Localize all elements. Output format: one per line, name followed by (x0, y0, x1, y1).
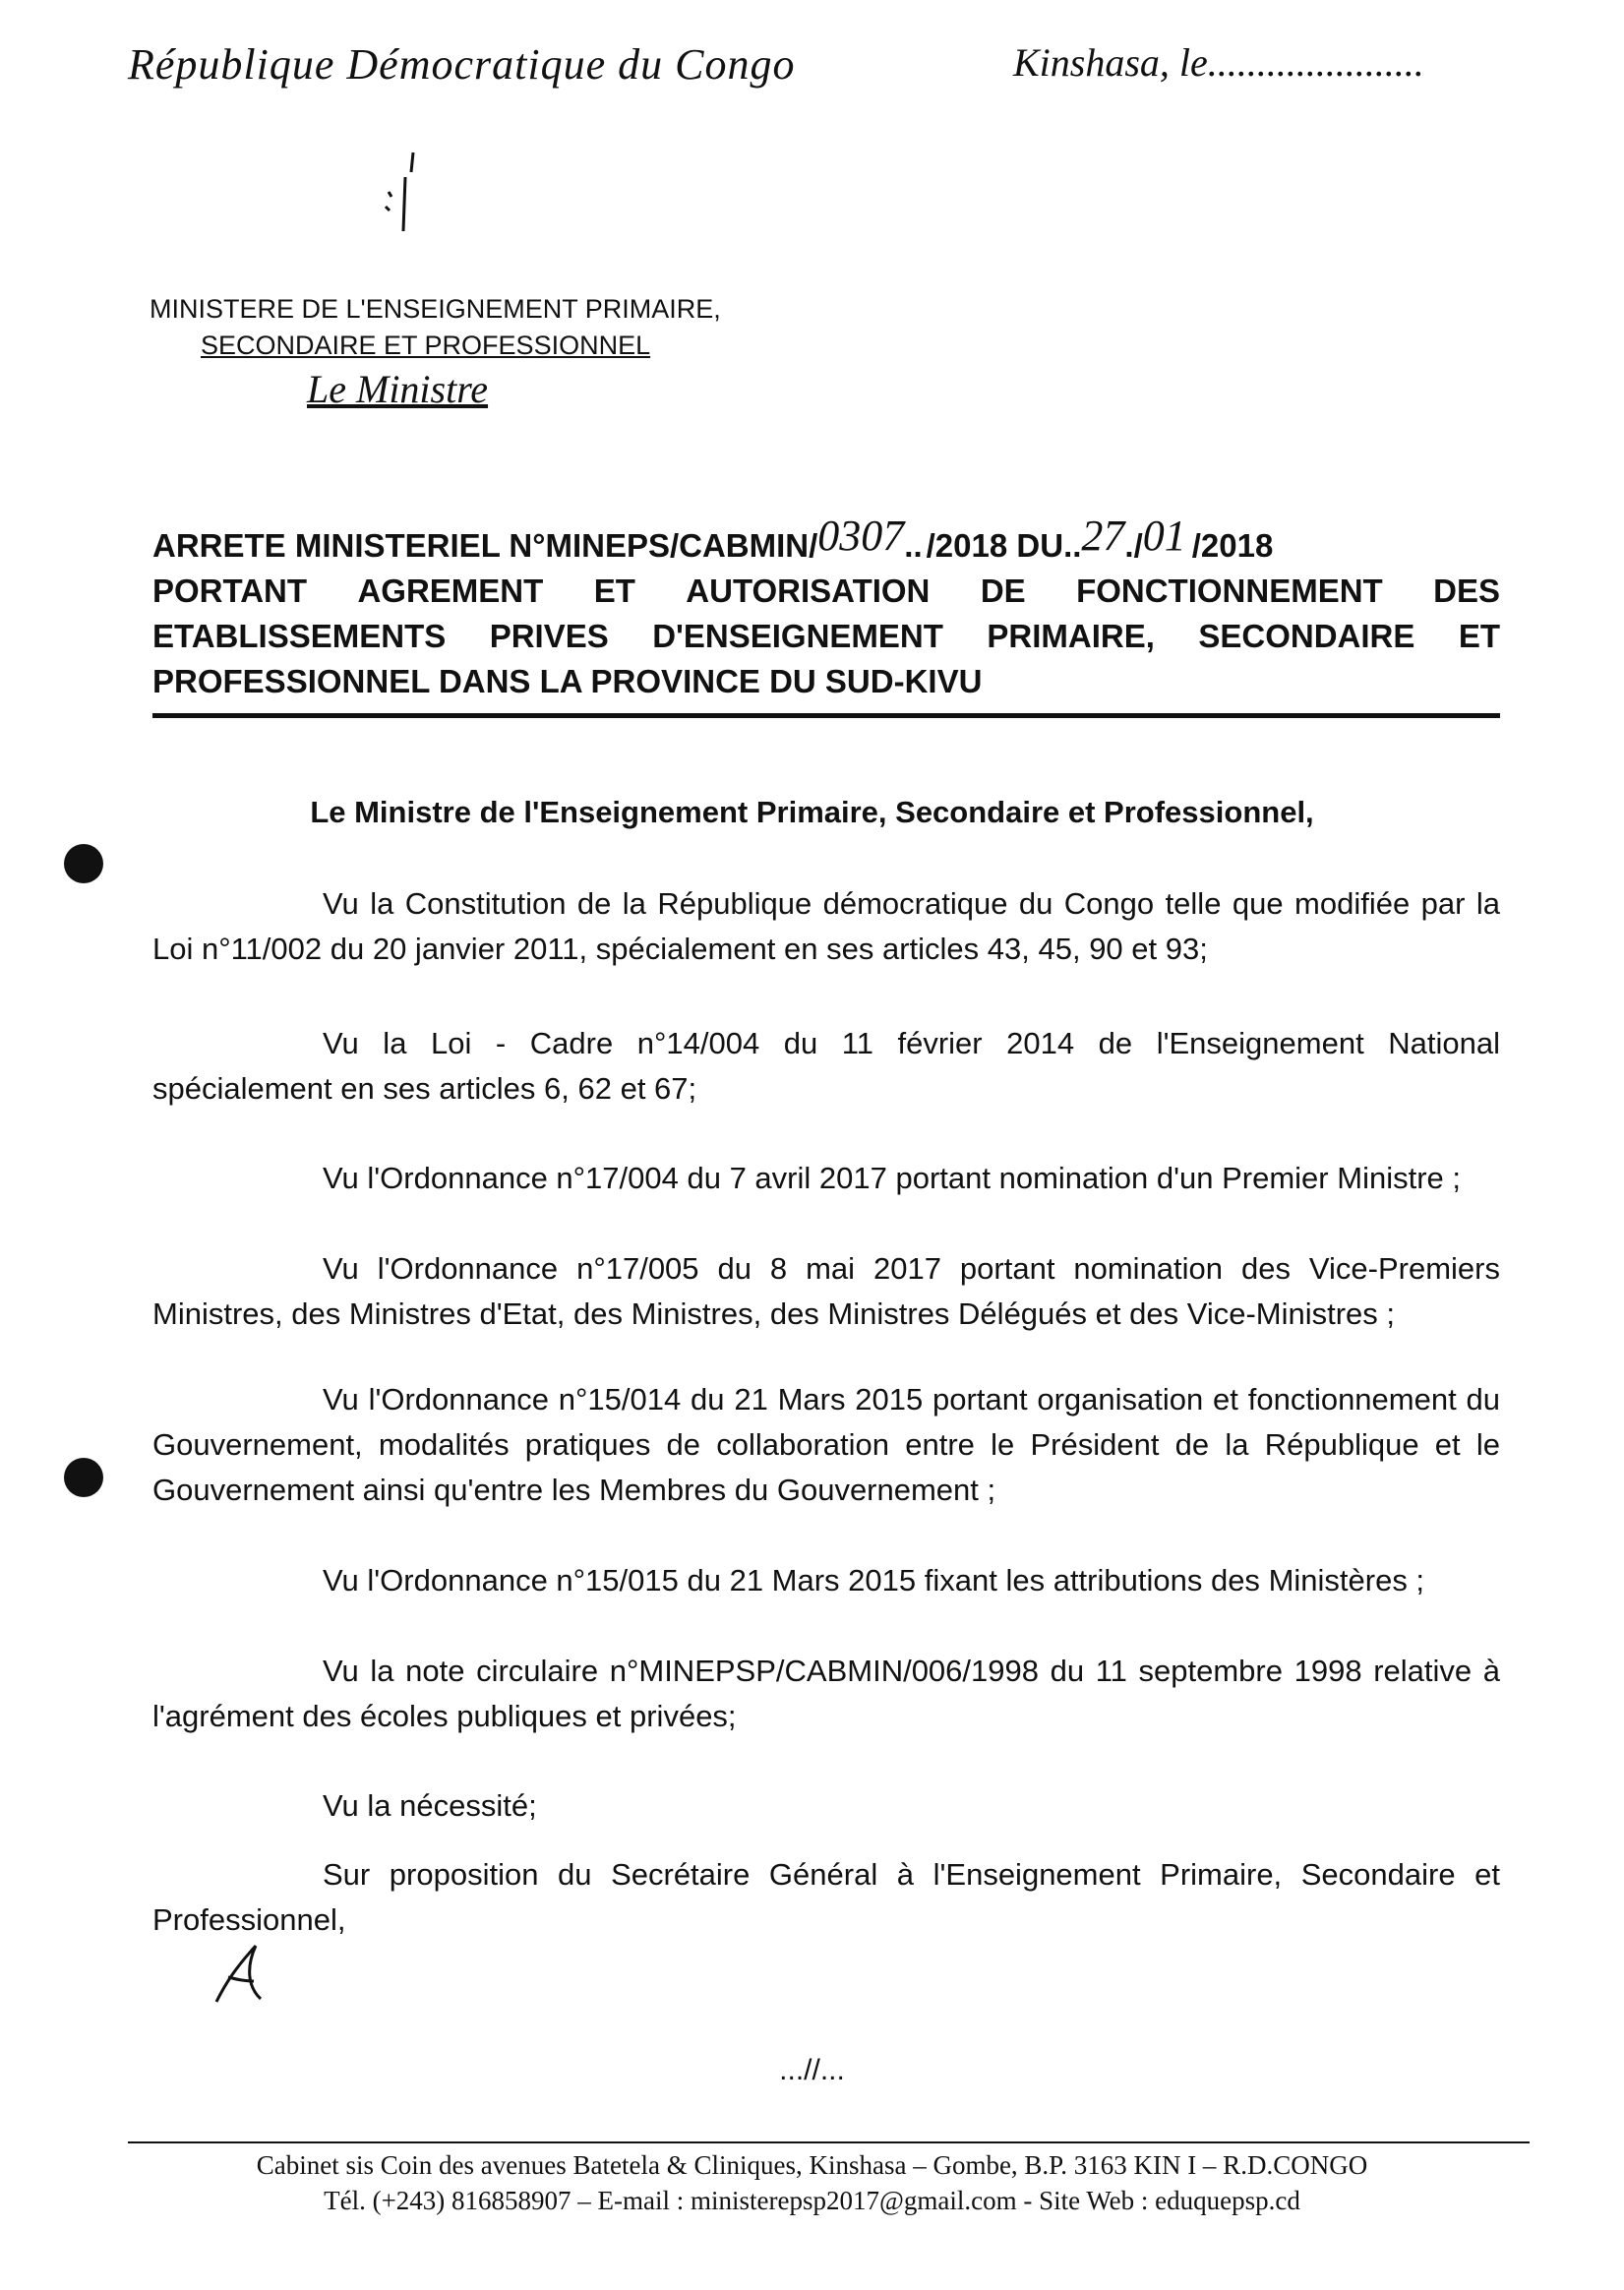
decree-slash2: / (1133, 527, 1143, 564)
paragraph-first: Sur proposition du Secrétaire Général à l'Enseignement Primaire, Secondaire et (323, 1857, 1500, 1892)
decree-title-line0 (152, 512, 1500, 569)
paragraph-ordonnance-2 (152, 1246, 1500, 1337)
place-date: Kinshasa, le...................... (1013, 40, 1424, 85)
decree-day: 27 (1081, 512, 1125, 560)
paragraph-rest: relative à l'agrément des écoles publiques et privées; (152, 1654, 1500, 1733)
decree-subject-line1 (152, 569, 1500, 614)
ministry-line1: MINISTERE DE L'ENSEIGNEMENT PRIMAIRE, (150, 294, 721, 324)
paragraph-rest: fonctionnement du Gouvernement, modalités pratiques de collaboration entre le Président de la République et le Gouvernement ainsi qu'entre les Membres du Gouvernement ; (152, 1382, 1500, 1507)
title-word: ETABLISSEMENTS (152, 618, 447, 654)
ministry-block (150, 291, 721, 364)
paragraph-ordonnance-4 (152, 1558, 1500, 1603)
paragraph-necessite (152, 1783, 1500, 1829)
title-word: D'ENSEIGNEMENT (652, 618, 943, 654)
decree-month: 01 (1142, 512, 1186, 560)
decree-dots2: .. (1063, 527, 1082, 564)
title-word: AUTORISATION (686, 572, 931, 609)
paragraph-rest: par la Loi n°11/002 du 20 janvier 2011, spécialement en ses articles 43, 45, 90 et 93; (152, 886, 1500, 966)
title-word: DE (980, 572, 1026, 609)
paragraph-first: Vu l'Ordonnance n°15/015 du 21 Mars 2015 fixant les attributions des (323, 1563, 1260, 1597)
decree-year-part: /2018 DU (926, 527, 1064, 564)
paragraph-first: Vu l'Ordonnance n°17/005 du 8 mai 2017 portant nomination des Vice-Premiers (323, 1251, 1500, 1286)
paragraph-rest: Professionnel, (152, 1902, 346, 1937)
decree-prefix: ARRETE MINISTERIEL N°MINEPS/CABMIN/ (152, 527, 818, 564)
le-ministre: Le Ministre (307, 367, 489, 411)
paragraph-constitution (152, 881, 1500, 972)
title-word: FONCTIONNEMENT (1076, 572, 1383, 609)
footer-address: Cabinet sis Coin des avenues Batetela & Cliniques, Kinshasa – Gombe, B.P. 3163 KIN I – R.D.CONGO (256, 2150, 1368, 2180)
decree-slash: . (1124, 527, 1134, 564)
title-word: SECONDAIRE (1198, 618, 1415, 654)
paragraph-note-circulaire (152, 1649, 1500, 1739)
paragraph-rest: Ministères ; (1268, 1563, 1425, 1597)
title-word: PRIMAIRE, (987, 618, 1155, 654)
footer-rule (128, 2141, 1530, 2143)
paragraph-loi-cadre (152, 1021, 1500, 1112)
decree-year-end: /2018 (1191, 527, 1274, 564)
decree-subject-line3: PROFESSIONNEL DANS LA PROVINCE DU SUD-KIVU (152, 663, 983, 699)
paragraph-first: Vu la Constitution de la République démocratique du Congo telle que modifiée (323, 886, 1411, 921)
title-word: DES (1433, 572, 1500, 609)
decree-dots1: .. (904, 527, 923, 564)
paragraph-rest: Ministres, des Ministres d'Etat, des Ministres, des Ministres Délégués et des Vice-Ministres ; (152, 1296, 1396, 1331)
handwritten-mark (374, 148, 433, 236)
paragraph-rest: National spécialement en ses articles 6, 62 et 67; (152, 1026, 1500, 1106)
intro-heading: Le Ministre de l'Enseignement Primaire, Secondaire et Professionnel, (310, 795, 1314, 829)
punch-hole (64, 1458, 103, 1497)
punch-hole (64, 844, 103, 883)
paragraph-first: Vu l'Ordonnance n°15/014 du 21 Mars 2015 portant organisation et (323, 1382, 1238, 1416)
paragraph-first: Vu la nécessité; (323, 1788, 537, 1823)
ministry-line2: SECONDAIRE ET PROFESSIONNEL (201, 331, 651, 360)
paragraph-ordonnance-1 (152, 1156, 1500, 1201)
country-header: République Démocratique du Congo (128, 40, 796, 89)
paragraph-rest: Ministre ; (1337, 1161, 1461, 1195)
decree-number: 0307 (817, 512, 905, 560)
paragraph-first: Vu la Loi - Cadre n°14/004 du 11 février 2014 de l'Enseignement (323, 1026, 1364, 1060)
title-word: PRIVES (489, 618, 609, 654)
footer-contact: Tél. (+243) 816858907 – E-mail : ministerepsp2017@gmail.com - Site Web : eduquepsp.cd (324, 2186, 1300, 2215)
paragraph-proposition (152, 1852, 1500, 1943)
initials-signature (207, 1938, 275, 2012)
title-word: AGREMENT (357, 572, 544, 609)
title-word: PORTANT (152, 572, 308, 609)
decree-subject-line2 (152, 614, 1500, 659)
paragraph-first: Vu la note circulaire n°MINEPSP/CABMIN/006/1998 du 11 septembre 1998 (323, 1654, 1362, 1688)
decree-title (152, 512, 1500, 704)
title-underline (152, 713, 1500, 718)
title-word: ET (1458, 618, 1500, 654)
paragraph-ordonnance-3 (152, 1377, 1500, 1513)
title-word: ET (593, 572, 635, 609)
page-continuation: ...//... (779, 2054, 845, 2086)
paragraph-first: Vu l'Ordonnance n°17/004 du 7 avril 2017 portant nomination d'un Premier (323, 1161, 1329, 1195)
